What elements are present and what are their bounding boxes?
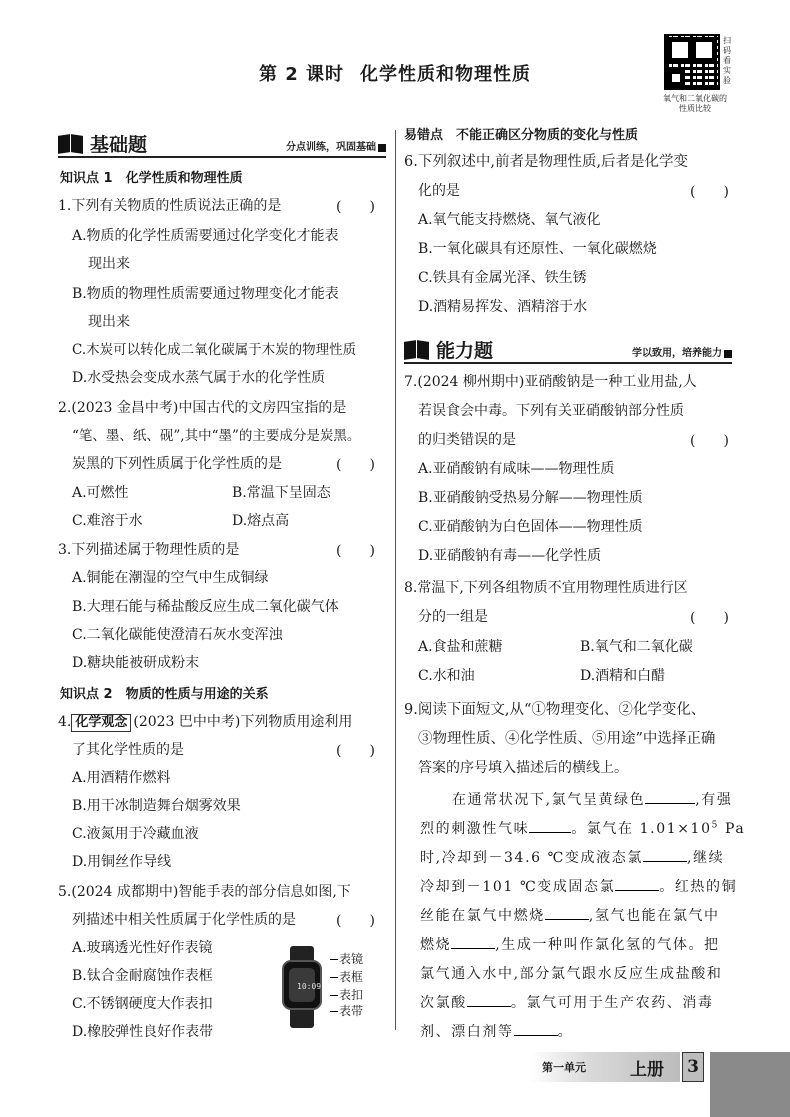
q7-option-d: D.亚硝酸钠有毒——化学性质 [418, 548, 602, 564]
q5-line-1: 5.(2024 成都期中)智能手表的部分信息如图,下 [58, 884, 351, 900]
square-icon [724, 350, 732, 358]
watch-label-frame: 表框 [330, 968, 363, 985]
q4-number: 4. [58, 714, 72, 730]
q1-stem: 1.下列有关物质的性质说法正确的是 [58, 198, 282, 214]
q9-line-2: ③物理性质、④化学性质、⑤用途”中选择正确 [418, 731, 716, 747]
blank-1[interactable] [645, 790, 695, 804]
q3-answer-paren[interactable]: ( ) [336, 543, 375, 559]
lesson-number: 第 2 课时 [258, 64, 345, 85]
blank-3[interactable] [643, 848, 687, 862]
blank-7[interactable] [467, 993, 511, 1007]
q1-option-c: C.木炭可以转化成二氧化碳属于木炭的物理性质 [72, 342, 357, 358]
basic-section-title: 基础题 [90, 134, 148, 156]
blank-4[interactable] [615, 877, 659, 891]
unit-label: 第一单元 [542, 1061, 586, 1074]
passage-line-1: 在通常状况下,氯气呈黄绿色 ,有强 [452, 792, 733, 808]
q7-option-b: B.亚硝酸钠受热易分解——物理性质 [418, 490, 643, 506]
passage-line-2: 烈的刺激性气味 。氯气在 $1.01\times 10^5$ Pa [420, 820, 746, 837]
q2-option-d: D.熔点高 [232, 513, 290, 529]
ability-section-tag: 学以致用，培养能力 [632, 348, 722, 359]
q4-option-c: C.液氮用于冷藏血液 [72, 826, 199, 842]
q8-line-1: 8.常温下,下列各组物质不宜用物理性质进行区 [404, 580, 688, 596]
passage-line-6: 燃烧 ,生成一种叫作氯化氢的气体。把 [420, 937, 720, 953]
q9-line-1: 9.阅读下面短文,从“①物理变化、②化学变化、 [404, 702, 706, 718]
book-icon [58, 132, 84, 154]
smartwatch-image [278, 946, 326, 1028]
blank-6[interactable] [451, 935, 495, 949]
blank-2[interactable] [529, 819, 571, 833]
q7-line-3: 的归类错误的是 [418, 432, 516, 448]
q8-option-a: A.食盐和蔗糖 [418, 639, 503, 655]
q7-option-c: C.亚硝酸钠为白色固体——物理性质 [418, 519, 643, 535]
q7-line-2: 若误食会中毒。下列有关亚硝酸钠部分性质 [418, 403, 684, 419]
q2-answer-paren[interactable]: ( ) [336, 457, 375, 473]
volume-label: 上册 [630, 1060, 664, 1080]
q4-option-a: A.用酒精作燃料 [72, 770, 171, 786]
q1-option-b-cont: 现出来 [88, 314, 130, 330]
q2-option-a: A.可燃性 [72, 485, 129, 501]
q2-line-3: 炭黑的下列性质属于化学性质的是 [72, 456, 282, 472]
q8-option-d: D.酒精和白醋 [580, 668, 666, 684]
q6-option-d: D.酒精易挥发、酒精溶于水 [418, 299, 588, 315]
q7-answer-paren[interactable]: ( ) [690, 433, 729, 449]
q6-option-c: C.铁具有金属光泽、铁生锈 [418, 270, 587, 286]
passage-line-7: 氯气通入水中,部分氯气跟水反应生成盐酸和 [420, 966, 723, 982]
q7-line-1: 7.(2024 柳州期中)亚硝酸钠是一种工业用盐,人 [404, 374, 697, 390]
knowledge-point-1: 知识点 1 化学性质和物理性质 [60, 171, 243, 186]
q6-answer-paren[interactable]: ( ) [690, 184, 729, 200]
q5-option-c: C.不锈钢硬度大作表扣 [72, 996, 213, 1012]
q8-option-c: C.水和油 [418, 668, 475, 684]
q4-line-2: 了其化学性质的是 [72, 742, 184, 758]
qr-side-text: 扫码看实验 [723, 36, 731, 85]
q1-answer-paren[interactable]: ( ) [336, 199, 375, 215]
column-divider [395, 130, 396, 1030]
q3-option-d: D.糖块能被研成粉末 [72, 655, 200, 671]
qr-caption: 氧气和二氧化碳的性质比较 [663, 94, 727, 113]
q8-answer-paren[interactable]: ( ) [690, 610, 729, 626]
blank-5[interactable] [545, 906, 589, 920]
passage-line-4: 冷却到－101 ℃变成固态氯 。红热的铜 [420, 879, 738, 895]
q1-option-a-cont: 现出来 [88, 256, 130, 272]
q5-line-2: 列描述中相关性质属于化学性质的是 [72, 912, 296, 928]
q2-option-c: C.难溶于水 [72, 513, 143, 529]
basic-section-header [58, 132, 386, 158]
q8-line-2: 分的一组是 [418, 609, 488, 625]
q2-line-2: “笔、墨、纸、砚”,其中“墨”的主要成分是炭黑。 [72, 428, 361, 444]
basic-section-tag: 分点训练，巩固基础 [286, 142, 376, 153]
q4-line-1-text: (2023 巴中中考)下列物质用途利用 [133, 714, 353, 730]
watch-label-strap: 表带 [330, 1002, 363, 1019]
ability-section-header [404, 338, 732, 364]
q3-option-b: B.大理石能与稀盐酸反应生成二氧化碳气体 [72, 599, 339, 615]
q6-line-1: 6.下列叙述中,前者是物理性质,后者是化学变 [404, 154, 689, 170]
q7-option-a: A.亚硝酸钠有咸味——物理性质 [418, 461, 615, 477]
q3-option-c: C.二氧化碳能使澄清石灰水变浑浊 [72, 627, 283, 643]
q6-option-b: B.一氧化碳具有还原性、一氧化碳燃烧 [418, 241, 657, 257]
q4-option-d: D.用铜丝作导线 [72, 854, 172, 870]
q4-tag-badge: 化学观念 [71, 714, 131, 732]
knowledge-point-2: 知识点 2 物质的性质与用途的关系 [60, 687, 269, 702]
watch-time: 10:09 [297, 982, 322, 991]
q4-line-1 [58, 712, 352, 732]
passage-line-8: 次氯酸 。氯气可用于生产农药、消毒 [420, 995, 714, 1011]
q4-option-b: B.用干冰制造舞台烟雾效果 [72, 798, 241, 814]
blank-8[interactable] [514, 1022, 558, 1036]
q6-option-a: A.氧气能支持燃烧、氧气液化 [418, 212, 601, 228]
q2-line-1: 2.(2023 金昌中考)中国古代的文房四宝指的是 [58, 400, 347, 416]
q1-option-b: B.物质的物理性质需要通过物理变化才能表 [72, 286, 339, 302]
page-number: 3 [682, 1052, 704, 1082]
q3-option-a: A.铜能在潮湿的空气中生成铜绿 [72, 570, 269, 586]
watch-label-glass: 表镜 [330, 950, 363, 967]
q1-option-d: D.水受热会变成水蒸气属于水的化学性质 [72, 370, 326, 386]
passage-line-3: 时,冷却到－34.6 ℃变成液态氯 ,继续 [420, 850, 725, 866]
q5-option-a: A.玻璃透光性好作表镜 [72, 940, 213, 956]
passage-line-5: 丝能在氯气中燃烧 ,氢气也能在氯气中 [420, 908, 720, 924]
ability-section-title: 能力题 [436, 340, 494, 362]
q6-line-2: 化的是 [418, 183, 460, 199]
q3-stem: 3.下列描述属于物理性质的是 [58, 542, 240, 558]
watch-label-clasp: 表扣 [330, 986, 363, 1003]
q8-option-b: B.氧气和二氧化碳 [580, 639, 693, 655]
q5-option-d: D.橡胶弹性良好作表带 [72, 1024, 214, 1040]
book-icon [404, 338, 430, 360]
error-point-heading: 易错点 不能正确区分物质的变化与性质 [404, 128, 639, 143]
q4-answer-paren[interactable]: ( ) [336, 743, 375, 759]
q5-answer-paren[interactable]: ( ) [336, 913, 375, 929]
passage-line-9: 剂、漂白剂等 。 [420, 1024, 574, 1040]
corner-tab [710, 1052, 790, 1117]
q9-line-3: 答案的序号填入描述后的横线上。 [418, 760, 628, 776]
q2-option-b: B.常温下呈固态 [232, 485, 331, 501]
q5-option-b: B.钛合金耐腐蚀作表框 [72, 968, 213, 984]
q1-option-a: A.物质的化学性质需要通过化学变化才能表 [72, 228, 339, 244]
qr-code-icon[interactable] [664, 34, 720, 90]
square-icon [378, 144, 386, 152]
page-footer [530, 1052, 790, 1082]
lesson-title: 化学性质和物理性质 [360, 64, 532, 85]
